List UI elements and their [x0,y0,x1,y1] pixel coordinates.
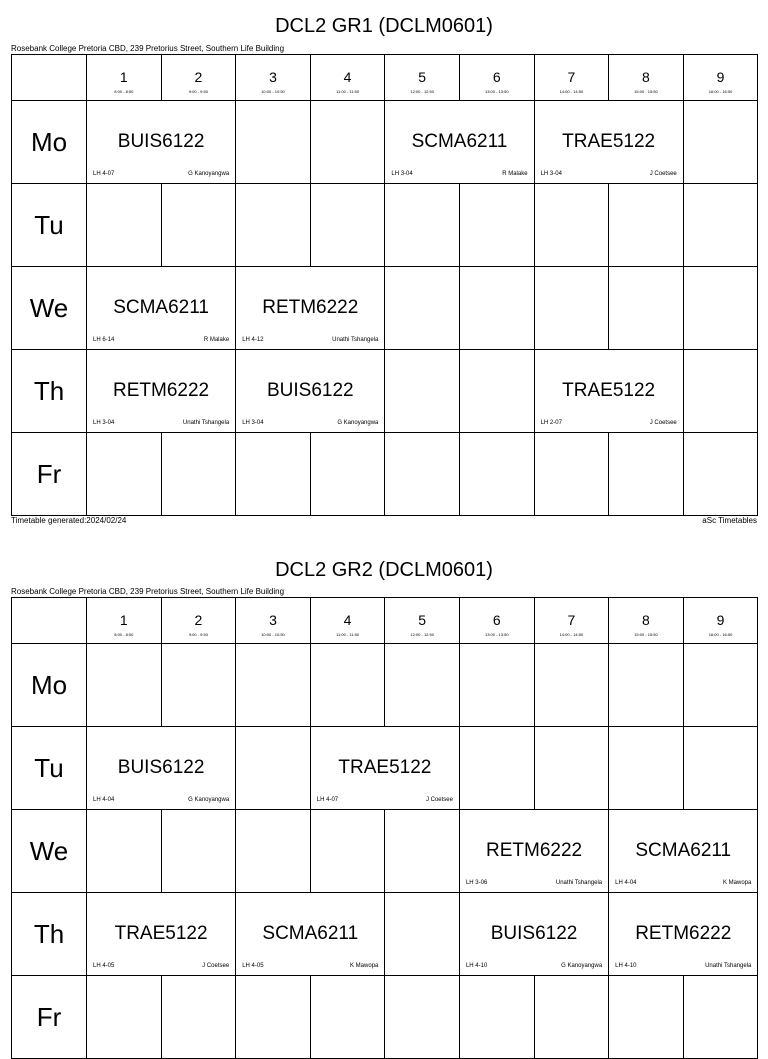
period-header [236,55,311,101]
period-header [609,598,684,644]
lesson-teacher: J Coetsee [649,171,677,177]
empty-cell [609,976,684,1059]
period-time: 9:00 - 9:50 [188,632,208,637]
lesson-cell [236,267,385,350]
empty-cell [609,184,684,267]
lesson-teacher: J Coetsee [202,963,230,969]
lesson-cell [87,893,236,976]
lesson-room: LH 4-12 [242,337,264,343]
empty-cell [385,810,460,893]
lesson-cell [236,350,385,433]
empty-cell [683,350,758,433]
lesson-room: LH 6-14 [93,337,115,343]
empty-cell [459,433,534,516]
empty-cell [459,350,534,433]
day-label: Mo [12,644,87,727]
empty-cell [310,184,385,267]
empty-cell [534,976,609,1059]
empty-cell [609,433,684,516]
empty-cell [534,644,609,727]
lesson-subject: RETM6222 [635,923,732,944]
period-number: 2 [194,612,203,628]
lesson-room: LH 3-06 [465,880,488,886]
period-header [310,55,385,101]
period-number: 1 [119,612,128,628]
empty-cell [459,267,534,350]
period-time: 15:00 - 15:50 [634,632,658,637]
day-label: We [12,810,87,893]
empty-cell [683,267,758,350]
lesson-room: LH 4-05 [242,963,264,969]
empty-cell [683,101,758,184]
period-time: 13:00 - 13:50 [484,632,509,637]
lesson-teacher: G Kanoyangwa [188,171,230,177]
empty-cell [161,976,236,1059]
empty-cell [534,727,609,810]
empty-cell [385,267,460,350]
period-time: 13:00 - 13:50 [484,89,509,94]
period-number: 3 [269,612,277,628]
lesson-room: LH 4-07 [316,797,339,803]
lesson-teacher: Unathi Tshangela [555,880,603,886]
lesson-teacher: R Malake [203,337,230,343]
empty-cell [609,727,684,810]
lesson-subject: TRAE5122 [114,923,208,944]
day-label: Tu [12,727,87,810]
lesson-subject: SCMA6211 [411,131,508,152]
day-label: We [12,267,87,350]
period-number: 7 [567,612,576,628]
empty-cell [385,893,460,976]
lesson-cell [87,101,236,184]
lesson-subject: TRAE5122 [338,757,432,778]
empty-cell [236,101,311,184]
period-time: 14:00 - 14:50 [559,89,584,94]
lesson-cell [236,893,385,976]
empty-cell [87,976,162,1059]
period-time: 16:00 - 16:50 [708,89,733,94]
period-time: 11:00 - 11:50 [336,632,360,637]
period-header [385,598,460,644]
lesson-subject: SCMA6211 [113,297,209,318]
lesson-teacher: R Malake [502,171,528,177]
school-address: Rosebank College Pretoria CBD, 239 Pretorius Street, Southern Life Building [11,44,285,53]
period-header [459,55,534,101]
lesson-room: LH 4-10 [465,963,488,969]
lesson-teacher: Unathi Tshangela [182,420,230,426]
empty-cell [310,101,385,184]
lesson-teacher: K Mawopa [350,963,379,969]
period-time: 10:00 - 10:50 [261,89,285,94]
period-header [534,55,609,101]
lesson-teacher: Unathi Tshangela [705,963,752,969]
lesson-teacher: K Mawopa [722,880,752,886]
lesson-room: LH 4-07 [93,171,115,177]
empty-cell [87,433,162,516]
period-time: 15:00 - 15:50 [634,89,658,94]
period-number: 9 [716,612,725,628]
empty-cell [236,810,311,893]
lesson-room: LH 4-04 [615,880,637,886]
day-label: Fr [12,433,87,516]
lesson-subject: BUIS6122 [266,380,354,401]
lesson-room: LH 3-04 [242,420,264,426]
day-label: Mo [12,101,87,184]
period-header [683,598,758,644]
empty-cell [87,810,162,893]
lesson-cell [87,350,236,433]
empty-cell [385,976,460,1059]
lesson-cell [534,101,683,184]
period-time: 8:00 - 8:50 [114,632,134,637]
empty-cell [459,976,534,1059]
lesson-cell [459,893,608,976]
lesson-cell [534,350,683,433]
period-number: 8 [642,612,650,628]
period-header [87,55,162,101]
lesson-subject: TRAE5122 [562,380,656,401]
empty-cell [236,727,311,810]
empty-cell [534,184,609,267]
empty-cell [385,433,460,516]
lesson-teacher: J Coetsee [649,420,677,426]
period-time: 16:00 - 16:50 [708,632,733,637]
empty-cell [683,433,758,516]
lesson-room: LH 3-04 [540,171,562,177]
period-header [385,55,460,101]
day-label: Th [12,893,87,976]
empty-cell [310,810,385,893]
lesson-subject: TRAE5122 [562,131,656,152]
lesson-cell [87,727,236,810]
empty-cell [310,976,385,1059]
timetable-grid [11,597,758,1059]
period-time: 11:00 - 11:50 [336,89,360,94]
empty-cell [683,976,758,1059]
empty-cell [459,644,534,727]
period-number: 6 [492,612,501,628]
empty-cell [534,433,609,516]
period-header [87,598,162,644]
lesson-teacher: G Kanoyangwa [337,420,379,426]
lesson-subject: BUIS6122 [490,923,578,944]
empty-cell [609,267,684,350]
lesson-subject: RETM6222 [486,840,583,861]
lesson-cell [459,810,608,893]
empty-cell [534,267,609,350]
period-number: 8 [642,69,650,85]
empty-cell [236,433,311,516]
lesson-cell [385,101,534,184]
period-time: 10:00 - 10:50 [261,632,285,637]
empty-cell [683,644,758,727]
period-number: 9 [716,69,725,85]
period-header [161,598,236,644]
period-time: 12:00 - 12:50 [410,632,434,637]
lesson-teacher: G Kanoyangwa [561,963,603,969]
empty-cell [385,350,460,433]
period-number: 6 [492,69,501,85]
empty-cell [459,184,534,267]
empty-cell [683,184,758,267]
corner-cell [12,598,87,644]
period-number: 3 [269,69,277,85]
lesson-teacher: J Coetsee [425,797,453,803]
empty-cell [683,727,758,810]
empty-cell [236,976,311,1059]
period-header [459,598,534,644]
empty-cell [161,644,236,727]
empty-cell [87,184,162,267]
lesson-teacher: Unathi Tshangela [332,337,379,343]
period-number: 7 [567,69,576,85]
day-label: Tu [12,184,87,267]
empty-cell [385,644,460,727]
lesson-cell [310,727,459,810]
period-header [683,55,758,101]
period-number: 4 [343,69,352,85]
empty-cell [459,727,534,810]
period-header [236,598,311,644]
lesson-room: LH 2-07 [540,420,562,426]
lesson-teacher: G Kanoyangwa [188,797,230,803]
day-label: Fr [12,976,87,1059]
period-number: 5 [418,612,427,628]
period-number: 1 [119,69,128,85]
empty-cell [310,433,385,516]
timetable-title: DCL2 GR1 (DCLM0601) [275,15,493,37]
software-credit: aSc Timetables [702,516,757,525]
empty-cell [161,810,236,893]
lesson-cell [609,810,758,893]
generated-date: Timetable generated:2024/02/24 [11,516,127,525]
empty-cell [161,184,236,267]
period-time: 8:00 - 8:50 [114,89,134,94]
lesson-subject: SCMA6211 [635,840,732,861]
period-time: 14:00 - 14:50 [559,632,584,637]
period-header [310,598,385,644]
lesson-subject: SCMA6211 [262,923,359,944]
period-number: 5 [418,69,427,85]
lesson-cell [87,267,236,350]
lesson-room: LH 4-04 [93,797,115,803]
timetable-title: DCL2 GR2 (DCLM0601) [275,559,493,581]
corner-cell [12,55,87,101]
period-header [609,55,684,101]
empty-cell [609,644,684,727]
empty-cell [236,644,311,727]
empty-cell [385,184,460,267]
period-header [161,55,236,101]
empty-cell [161,433,236,516]
period-header [534,598,609,644]
lesson-subject: RETM6222 [262,297,359,318]
day-label: Th [12,350,87,433]
lesson-room: LH 3-04 [93,420,115,426]
lesson-subject: BUIS6122 [117,131,205,152]
lesson-cell [609,893,758,976]
lesson-subject: BUIS6122 [117,757,205,778]
lesson-room: LH 4-05 [93,963,115,969]
school-address: Rosebank College Pretoria CBD, 239 Pretorius Street, Southern Life Building [11,587,285,596]
lesson-subject: RETM6222 [113,380,210,401]
period-time: 9:00 - 9:50 [188,89,208,94]
timetable-grid [11,54,758,516]
empty-cell [236,184,311,267]
period-number: 4 [343,612,352,628]
empty-cell [87,644,162,727]
empty-cell [310,644,385,727]
period-number: 2 [194,69,203,85]
period-time: 12:00 - 12:50 [410,89,434,94]
lesson-room: LH 3-04 [391,171,413,177]
lesson-room: LH 4-10 [615,963,637,969]
